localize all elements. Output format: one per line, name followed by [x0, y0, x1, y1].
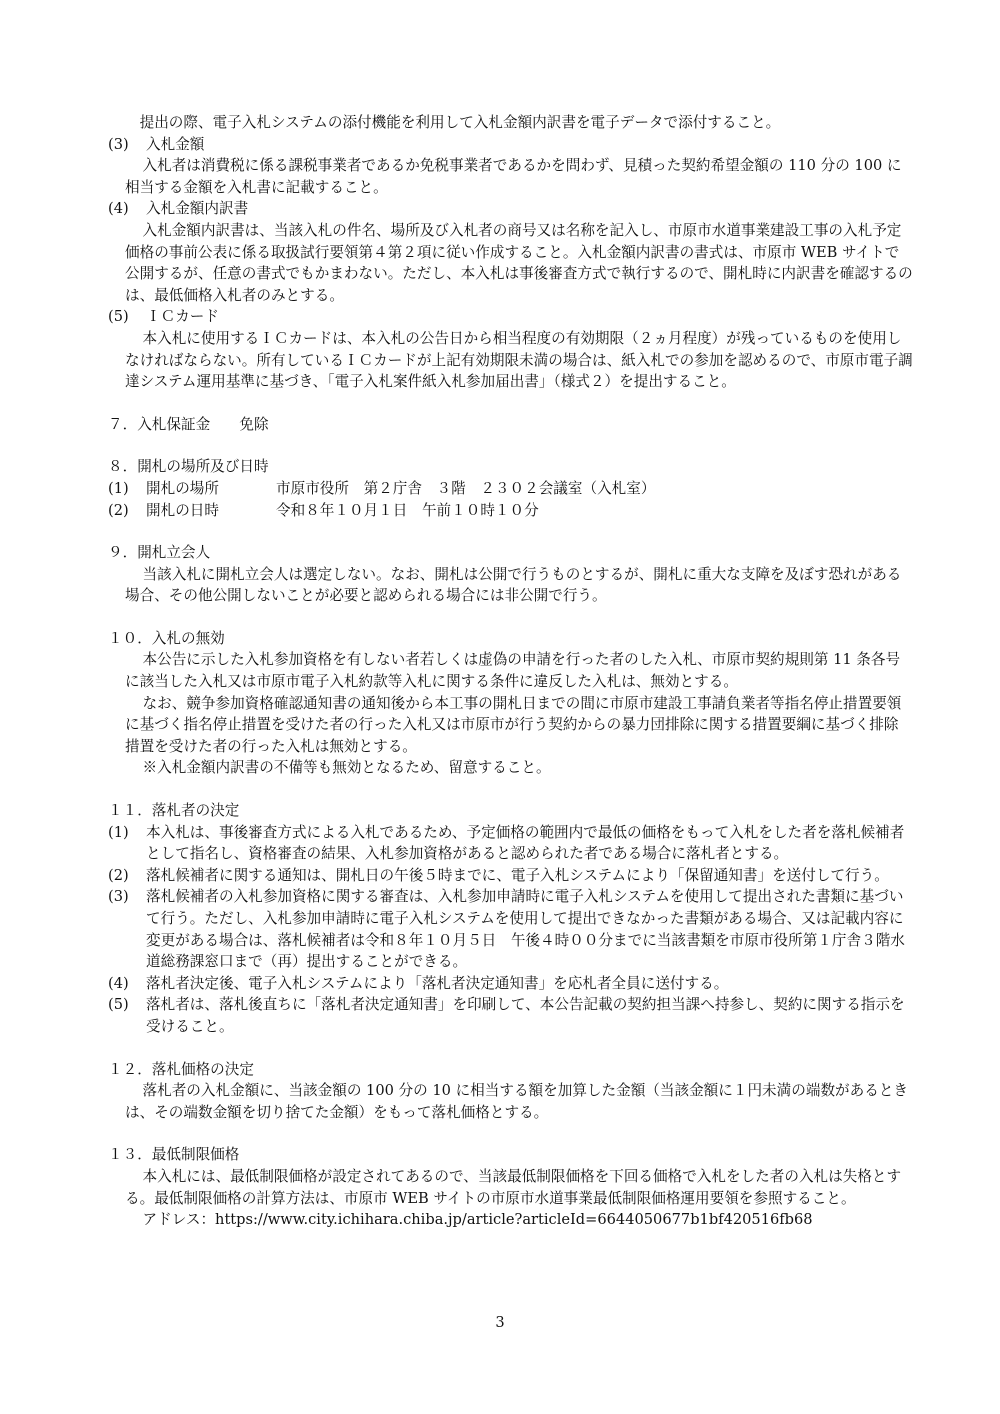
section-heading-13: １３．最低制限価格 — [108, 1146, 240, 1164]
list-item — [108, 973, 913, 995]
subsection-5 — [108, 306, 913, 328]
list-item — [108, 865, 913, 887]
note: ※入札金額内訳書の不備等も無効となるため、留意すること。 — [142, 759, 551, 777]
list-item — [108, 886, 913, 972]
item-text: 落札候補者に関する通知は、開札日の午後５時までに、電子入札システムにより「保留通知書」を送付して行う。 — [146, 866, 889, 884]
paragraph: 入札金額内訳書は、当該入札の件名、場所及び入札者の商号又は名称を記入し、市原市水道事業建設工事の入札予定価格の事前公表に係る取扱試行要領第４第２項に従い作成すること。入札金額内訳書の書式は、市原市 WEB サイトで公開するが、任意の書式でもかまわない。ただし、本入札は事後審査方式で執行するので、開札時に内訳書を確認するのは、最低価格入札者のみとする。 — [125, 221, 913, 304]
document-body — [108, 112, 913, 1231]
paragraph: 本入札には、最低制限価格が設定されてあるので、当該最低制限価格を下回る価格で入札をした者の入札は失格とする。最低制限価格の計算方法は、市原市 WEB サイトの市原市水道事業最低制限価格運用要領を参照すること。 — [125, 1167, 902, 1207]
item-label: (4) — [108, 200, 129, 218]
address-line: アドレス：https://www.city.ichihara.chiba.jp/article?articleId=6644050677b1bf420516fb68 — [142, 1211, 813, 1229]
subsection-3 — [108, 134, 913, 156]
item-value: 令和８年１０月１日 午前１０時１０分 — [276, 501, 539, 519]
opening-datetime — [108, 500, 913, 522]
opening-place — [108, 478, 913, 500]
section-heading-11: １１．落札者の決定 — [108, 802, 240, 820]
subsection-4 — [108, 198, 913, 220]
item-text: 落札者は、落札後直ちに「落札者決定通知書」を印刷して、本公告記載の契約担当課へ持参し、契約に関する指示を受けること。 — [146, 996, 905, 1035]
paragraph: 落札者の入札金額に、当該金額の 100 分の 10 に相当する額を加算した金額（当該金額に１円未満の端数があるときは、その端数金額を切り捨てた金額）をもって落札価格とする。 — [125, 1082, 909, 1121]
paragraph: 当該入札に開札立会人は選定しない。なお、開札は公開で行うものとするが、開札に重大な支障を及ぼす恐れがある場合、その他公開しないことが必要と認められる場合には非公開で行う。 — [125, 565, 902, 605]
paragraph: 本入札に使用するＩＣカードは、本入札の公告日から相当程度の有効期限（２ヵ月程度）が残っているものを使用しなければならない。所有しているＩＣカードが上記有効期限未満の場合は、紙入札での参加を認めるので、市原市電子調達システム運用基準に基づき、「電子入札案件紙入札参加届出書」（様式２）を提出すること。 — [125, 329, 913, 391]
list-item — [108, 994, 913, 1037]
list-item — [108, 822, 913, 865]
page-number: 3 — [495, 1314, 505, 1331]
item-label: (1) — [108, 823, 129, 841]
item-label: (1) — [108, 479, 129, 497]
item-label: (2) — [108, 866, 129, 884]
section-heading-10: １０．入札の無効 — [108, 629, 225, 647]
item-key: 開札の場所 — [146, 479, 219, 497]
item-title: 入札金額内訳書 — [146, 200, 249, 218]
item-key: 開札の日時 — [146, 501, 219, 519]
item-title: ＩＣカード — [146, 308, 219, 326]
item-value: 市原市役所 第２庁舎 ３階 ２３０２会議室（入札室） — [276, 479, 656, 497]
item-label: (3) — [108, 135, 129, 153]
item-text: 落札者決定後、電子入札システムにより「落札者決定通知書」を応札者全員に送付する。 — [146, 974, 729, 992]
paragraph: 本公告に示した入札参加資格を有しない者若しくは虚偽の申請を行った者のした入札、市原市契約規則第 11 条各号に該当した入札又は市原市電子入札約款等入札に関する条件に違反した入札は、無効とする。 — [125, 651, 901, 691]
section-heading-7: ７．入札保証金 免除 — [108, 415, 269, 433]
item-text: 落札候補者の入札参加資格に関する審査は、入札参加申請時に電子入札システムを使用して提出された書類に基づいて行う。ただし、入札参加申請時に電子入札システムを使用して提出できなかった書類がある場合、又は記載内容に変更がある場合は、落札候補者は令和８年１０月５日 午後４時００分までに当該書類を市原市役所第１庁舎３階水道総務課窓口まで（再）提出することができる。 — [146, 888, 905, 971]
section-heading-12: １２．落札価格の決定 — [108, 1060, 254, 1078]
item-title: 入札金額 — [146, 135, 205, 153]
paragraph: 提出の際、電子入札システムの添付機能を利用して入札金額内訳書を電子データで添付すること。 — [139, 114, 781, 131]
item-label: (3) — [108, 888, 129, 906]
item-label: (4) — [108, 974, 129, 992]
item-label: (2) — [108, 501, 129, 519]
section-heading-9: ９．開札立会人 — [108, 544, 211, 562]
item-text: 本入札は、事後審査方式による入札であるため、予定価格の範囲内で最低の価格をもって入札をした者を落札候補者として指名し、資格審査の結果、入札参加資格があると認められた者である場合に落札者とする。 — [146, 823, 905, 863]
paragraph: 入札者は消費税に係る課税事業者であるか免税事業者であるかを問わず、見積った契約希望金額の 110 分の 100 に相当する金額を入札書に記載すること。 — [125, 157, 902, 196]
section-heading-8: ８．開札の場所及び日時 — [108, 458, 269, 476]
paragraph: なお、競争参加資格確認通知書の通知後から本工事の開札日までの間に市原市建設工事請負業者等指名停止措置要領に基づく指名停止措置を受けた者の行った入札又は市原市が行う契約からの暴力団排除に関する措置要綱に基づく排除措置を受けた者の行った入札は無効とする。 — [125, 694, 902, 755]
item-label: (5) — [108, 308, 129, 326]
item-label: (5) — [108, 996, 129, 1014]
